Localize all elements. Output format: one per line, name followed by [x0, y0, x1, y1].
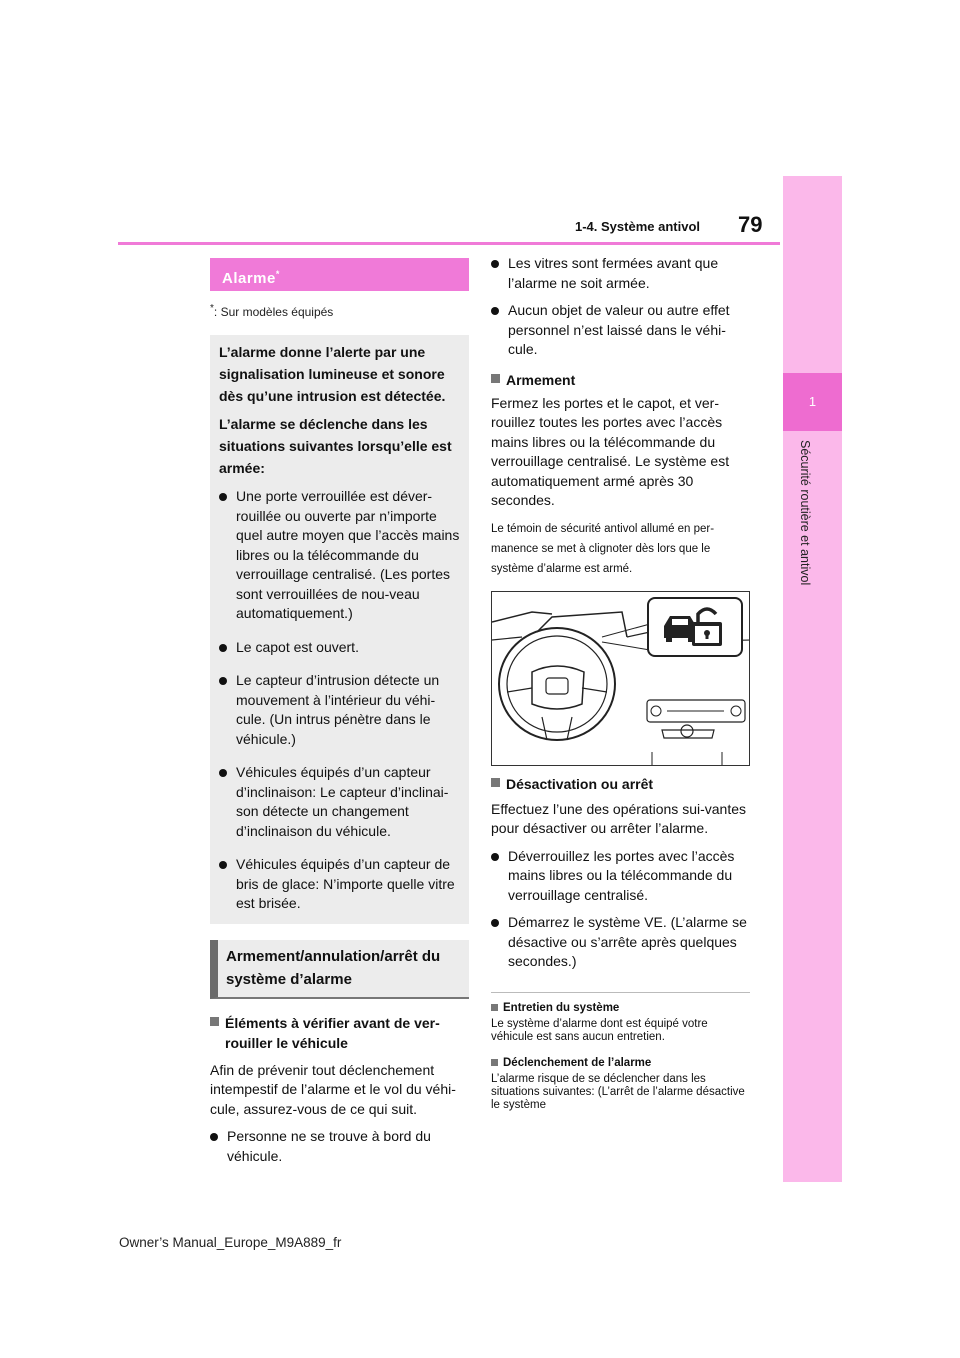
side-tab — [783, 176, 842, 1182]
chapter-label: Sécurité routière et antivol — [798, 440, 812, 586]
section-title: 1-4. Système antivol — [575, 219, 700, 234]
footnote-asterisk: * — [210, 303, 214, 314]
maintenance-note-text: Le système d’alarme dont est équipé votre véhicule est sans aucun entretien. — [491, 1017, 708, 1043]
notes-divider — [491, 992, 750, 993]
dashboard-illustration — [491, 591, 750, 766]
header-rule — [118, 242, 780, 245]
arming-subheading: Armement — [491, 370, 750, 390]
footer: Owner’s Manual_Europe_M9A889_fr — [119, 1235, 342, 1250]
alarm-info-box — [210, 335, 469, 924]
deactivation-bullet: Démarrez le système VE. (L’alarme se désactive ou s’arrête après quelques secondes.) — [491, 913, 750, 972]
box-bullet: Le capteur d’intrusion détecte un mouvement à l’intérieur du véhi-cule. (Un intrus pénètre dans le véhicule.) — [219, 671, 460, 749]
arming-note: Le témoin de sécurité antivol allumé en per-manence se met à clignoter dès lors que le système d’alarme est armé. — [491, 522, 715, 575]
deactivation-heading: Désactivation ou arrêt — [491, 774, 750, 794]
check-bullet: Les vitres sont fermées avant que l’alarme ne soit armée. — [491, 254, 750, 293]
arming-paragraph: Fermez les portes et le capot, et ver-rouillez toutes les portes avec l’accès mains libres ou la télécommande du verrouillage centralisé. Le système est automatiquement armé après 30 secondes. — [491, 394, 730, 508]
footnote-text: : Sur modèles équipés — [213, 305, 334, 319]
footnote — [210, 303, 469, 319]
left-column — [210, 258, 469, 1166]
box-bullet: Véhicules équipés d’un capteur d’inclinaison: Le capteur d’inclinai-son détecte un changement d’inclinaison du véhicule. — [219, 763, 460, 841]
box-bullet: Une porte verrouillée est déver-rouillée ou ouverte par n’importe quel autre moyen que l’accès mains libres ou la télécommande du verrouillage centralisé. (Les portes sont verrouillées de nou-veau automatiquement.) — [219, 487, 460, 624]
check-heading: Éléments à vérifier avant de ver-rouiller le véhicule — [210, 1013, 469, 1053]
check-paragraph: Afin de prévenir tout déclenchement intempestif de l’alarme et le vol du véhi-cule, assurez-vous de ce qui suit. — [210, 1061, 456, 1117]
right-column — [491, 252, 750, 1112]
check-bullet: Aucun objet de valeur ou autre effet personnel n’est laissé dans le véhi-cule. — [491, 301, 750, 360]
deactivation-paragraph: Effectuez l’une des opérations sui-vantes pour désactiver ou arrêter l’alarme. — [491, 800, 747, 836]
trigger-note-heading: Déclenchement de l’alarme — [491, 1056, 750, 1070]
box-conditions: L’alarme se déclenche dans les situations suivantes lorsqu’elle est armée: — [219, 416, 452, 476]
chapter-number: 1 — [783, 373, 842, 431]
page-number: 79 — [738, 212, 763, 237]
box-bullet: Le capot est ouvert. — [219, 638, 460, 658]
dashboard-svg — [492, 592, 750, 766]
check-bullet: Personne ne se trouve à bord du véhicule. — [210, 1127, 469, 1166]
heading-asterisk: * — [275, 269, 280, 279]
deactivation-bullet: Déverrouillez les portes avec l’accès mains libres ou la télécommande du verrouillage centralisé. — [491, 847, 750, 906]
maintenance-note-heading: Entretien du système — [491, 1001, 750, 1015]
alarm-heading-text: Alarme — [222, 270, 276, 287]
alarm-heading — [210, 258, 469, 291]
trigger-note-text: L’alarme risque de se déclencher dans les situations suivantes: (L’arrêt de l’alarme désactive le système — [491, 1072, 745, 1111]
box-intro: L’alarme donne l’alerte par une signalisation lumineuse et sonore dès qu’une intrusion est détectée. — [219, 344, 446, 404]
box-bullet: Véhicules équipés d’un capteur de bris de glace: N’importe quelle vitre est brisée. — [219, 855, 460, 914]
arming-heading: Armement/annulation/arrêt du système d’alarme — [210, 940, 469, 999]
